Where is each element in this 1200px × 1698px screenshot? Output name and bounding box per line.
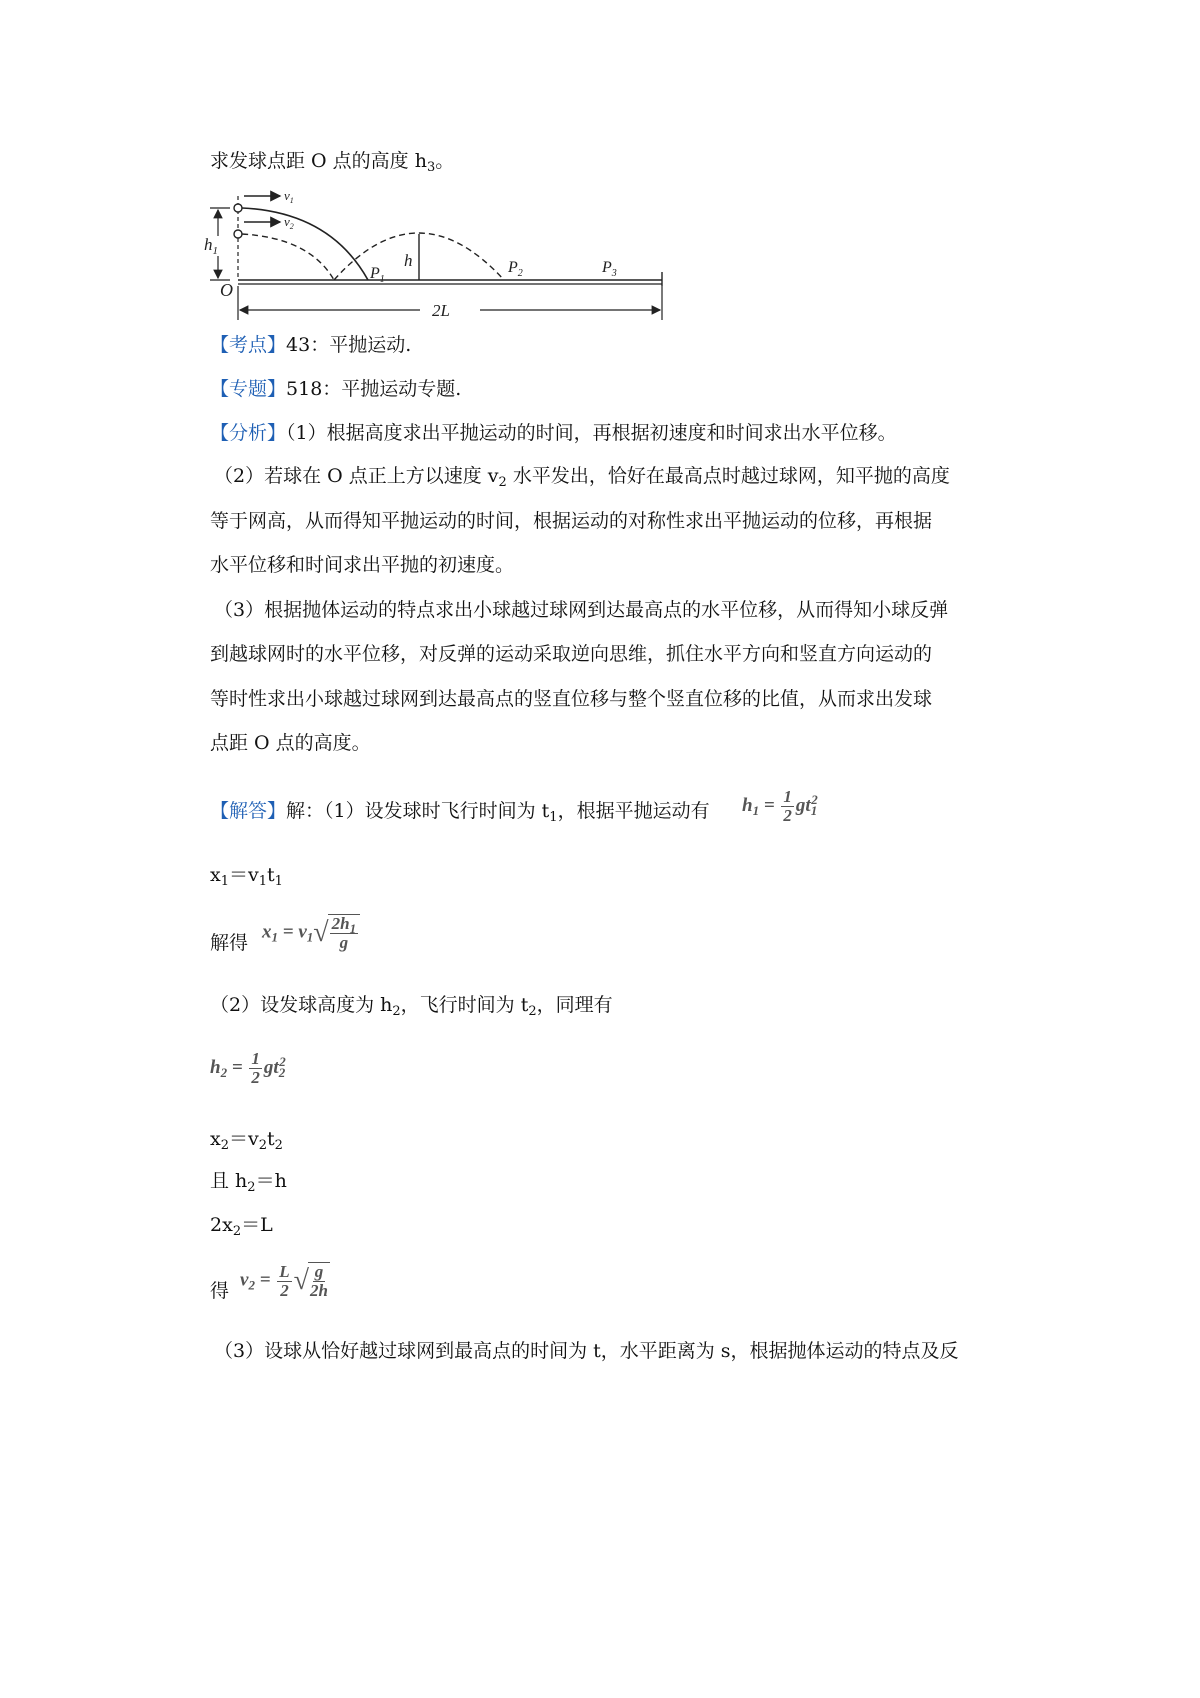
fenxi-line-5: （3）根据抛体运动的特点求出小球越过球网到达最高点的水平位移，从而得知小球反弹 <box>214 599 949 621</box>
jieda-tag: 【解答】 <box>210 800 287 822</box>
kaodian-tag: 【考点】 <box>210 334 287 356</box>
jieda-line-x1: $x_1=v_1t_1$ <box>210 864 283 889</box>
h-label: h <box>404 251 413 270</box>
equation-v2: $v_2$ = $\frac{L}{2}$ √ $\frac{g}{2h}$ <box>240 1261 328 1300</box>
fenxi-line-1: 【分析】（1）根据高度求出平抛运动的时间，再根据初速度和时间求出水平位移。 <box>210 422 897 444</box>
equation-h2: $h_2$ = $\frac{1}{2}$ $gt_2^2$ <box>210 1049 286 1087</box>
jieda-line-part3: （3）设球从恰好越过球网到最高点的时间为 t，水平距离为 s，根据抛体运动的特点及反 <box>214 1340 959 1362</box>
zhuanti-tag: 【专题】 <box>210 378 287 400</box>
fenxi-line-8: 点距 O 点的高度。 <box>210 732 371 754</box>
equation-x1: $x_1 = v_1$ √ $\frac{2h_1}{g}$ <box>262 914 360 952</box>
v1-label: $v_1$ <box>284 188 294 205</box>
fenxi-line-6: 到越球网时的水平位移，对反弹的运动采取逆向思维，抓住水平方向和竖直方向运动的 <box>210 643 933 665</box>
fenxi-tag: 【分析】 <box>210 422 287 444</box>
zhuanti-line: 【专题】518：平抛运动专题. <box>210 378 462 400</box>
P2-label: $P_2$ <box>508 259 523 279</box>
equation-h1: $h_1$ = $\frac{1}{2}$ $gt_1^2$ <box>742 787 818 825</box>
ball-2 <box>234 230 242 238</box>
fenxi-line-2: （2）若球在 O 点正上方以速度 $v_2$ 水平发出，恰好在最高点时越过球网，知平抛的高度 <box>214 465 950 490</box>
jieda-line-part2: （2）设发球高度为 $h_2$，飞行时间为 $t_2$，同理有 <box>210 994 613 1019</box>
jieda-line-x2: $x_2=v_2t_2$ <box>210 1128 283 1153</box>
fenxi-line-7: 等时性求出小球越过球网到达最高点的竖直位移与整个竖直位移的比值，从而求出发球 <box>210 688 933 710</box>
jieda-line-solve1: 解得 <box>210 932 249 954</box>
h1-label: $h_1$ <box>204 235 218 257</box>
question-text: 求发球点距 O 点的高度 $h_3$。 <box>210 150 455 175</box>
2L-label: 2L <box>432 301 450 320</box>
v2-label: $v_2$ <box>284 214 294 231</box>
fenxi-line-3: 等于网高，从而得知平抛运动的时间，根据运动的对称性求出平抛运动的位移，再根据 <box>210 510 933 532</box>
P3-label: $P_3$ <box>602 259 617 279</box>
jieda-line-1: 【解答】解：（1）设发球时飞行时间为 $t_1$，根据平抛运动有 <box>210 800 710 825</box>
jieda-line-h2h: 且 $h_2=h$ <box>210 1170 287 1195</box>
P1-label: $P_1$ <box>370 265 385 285</box>
jieda-line-result2: 得 <box>210 1280 230 1302</box>
trajectory-1 <box>242 208 368 280</box>
fenxi-line-4: 水平位移和时间求出平抛的初速度。 <box>210 554 515 576</box>
O-label: O <box>220 280 233 300</box>
trajectory-2 <box>242 234 334 280</box>
jieda-line-2x2: $2x_2=L$ <box>210 1214 273 1239</box>
ball-1 <box>234 204 242 212</box>
projectile-figure <box>204 188 670 346</box>
kaodian-line: 【考点】43：平抛运动. <box>210 334 412 356</box>
